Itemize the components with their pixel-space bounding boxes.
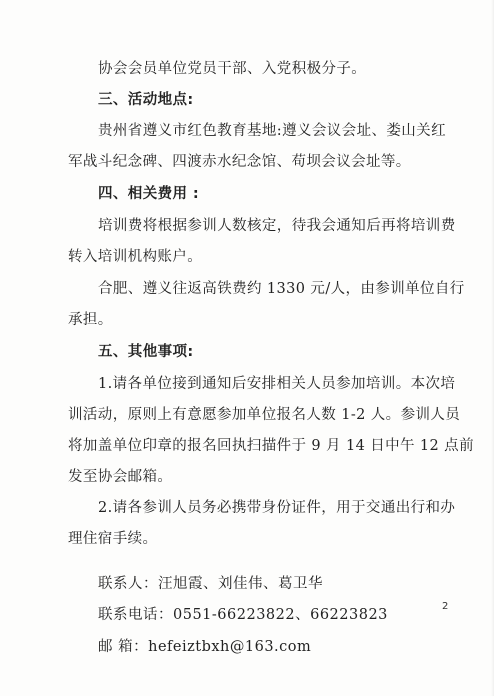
body-line: 转入培训机构账户。 xyxy=(68,249,203,265)
body-line: 理住宿手续。 xyxy=(68,531,158,547)
body-line: 训活动，原则上有意愿参加单位报名人数 1-2 人。参训人员 xyxy=(68,407,461,423)
body-line: 贵州省遵义市红色教育基地:遵义会议会址、娄山关红 xyxy=(98,123,446,139)
section-heading-fees: 四、相关费用 : xyxy=(98,186,200,202)
body-line: 协会会员单位党员干部、入党积极分子。 xyxy=(98,61,367,77)
section-heading-other: 五、其他事项: xyxy=(98,344,194,360)
page-number: 2 xyxy=(442,601,449,612)
body-line: 发至协会邮箱。 xyxy=(68,469,173,485)
body-line: 培训费将根据参训人数核定，待我会通知后再将培训费 xyxy=(98,218,456,234)
body-line: 1.请各单位接到通知后安排相关人员参加培训。本次培 xyxy=(98,376,456,392)
section-heading-venue: 三、活动地点: xyxy=(98,92,194,108)
body-line: 2.请各参训人员务必携带身份证件，用于交通出行和办 xyxy=(98,500,456,516)
body-line: 承担。 xyxy=(68,312,113,328)
body-line: 军战斗纪念碑、四渡赤水纪念馆、苟坝会议会址等。 xyxy=(68,154,411,170)
contact-phone: 联系电话：0551-66223822、66223823 xyxy=(98,607,388,623)
contact-persons: 联系人：汪旭霞、刘佳伟、葛卫华 xyxy=(98,576,323,592)
body-line: 将加盖单位印章的报名回执扫描件于 9 月 14 日中午 12 点前 xyxy=(68,438,474,454)
contact-email: 邮 箱：hefeiztbxh@163.com xyxy=(98,639,312,655)
body-line: 合肥、遵义往返高铁费约 1330 元/人，由参训单位自行 xyxy=(98,281,465,297)
